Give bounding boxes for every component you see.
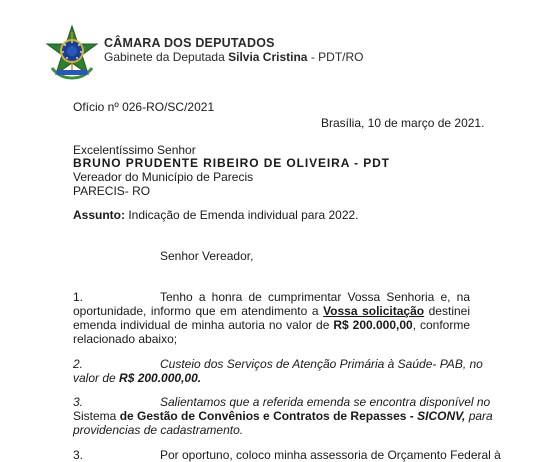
paragraph-4-line-1: Por oportuno, coloco minha assessoria de Orçamento Federal à [160,448,501,462]
paragraph-2-number: 2. [73,357,84,371]
p3-l2-end: para [465,409,493,423]
p1-l2-end: destinei [424,304,470,318]
recipient-role: Vereador do Município de Parecis [73,170,254,184]
paragraph-1-line-2 [73,304,470,318]
paragraph-3-line-1: Salientamos que a referida emenda se encontra disponível no [160,395,491,409]
paragraph-3-number: 3. [73,395,84,409]
paragraph-4-number: 3. [73,448,84,462]
subject-text: Indicação de Emenda individual para 2022. [125,208,359,222]
subject-label: Assunto: [73,208,125,222]
deputy-name: Silvia Cristina [228,50,308,64]
siconv-acronym: SICONV, [417,409,466,423]
amount-value-2: R$ 200.000,00. [119,371,202,385]
subject [73,208,359,222]
paragraph-2-line-1: Custeio dos Serviços de Atenção Primária à Saúde- PAB, no [160,357,483,371]
paragraph-3-line-3: providencias de cadastramento. [73,423,244,437]
oficio-number: Ofício nº 026-RO/SC/2021 [73,100,215,114]
office-prefix: Gabinete da Deputada [104,50,229,64]
greeting: Senhor Vereador, [160,249,254,263]
paragraph-3-line-2 [73,409,493,423]
paragraph-1-line-4: relacionado abaixo; [73,332,178,346]
paragraph-1-line-1: Tenho a honra de cumprimentar Vossa Senhoria e, na [160,290,470,304]
vossa-solicitacao-link: Vossa solicitação [323,304,425,318]
recipient-name: BRUNO PRUDENTE RIBEIRO DE OLIVEIRA - PDT [73,156,390,170]
office-line [104,50,363,64]
paragraph-2-line-2 [73,371,201,385]
paragraph-1-line-3 [73,318,470,332]
recipient-city: PARECIS- RO [73,184,151,198]
siconv-system: de Gestão de Convênios e Contratos de Repasses - [119,409,418,423]
salutation: Excelentíssimo Senhor [73,143,196,157]
place-date: Brasília, 10 de março de 2021. [321,116,485,130]
institution-name: CÂMARA DOS DEPUTADOS [104,36,275,50]
p1-l2-text: oportunidade, informo que em atendimento a [73,304,324,318]
p3-l2-text: Sistema [73,409,120,423]
p2-l2-text: valor de [73,371,120,385]
brazil-coat-of-arms-icon [44,24,100,80]
p1-l3-end: , conforme [412,318,470,332]
p1-l3-text: emenda individual de minha autoria no valor de [73,318,334,332]
amount-value: R$ 200.000,00 [333,318,413,332]
paragraph-1-number: 1. [73,290,84,304]
deputy-party: - PDT/RO [307,50,364,64]
